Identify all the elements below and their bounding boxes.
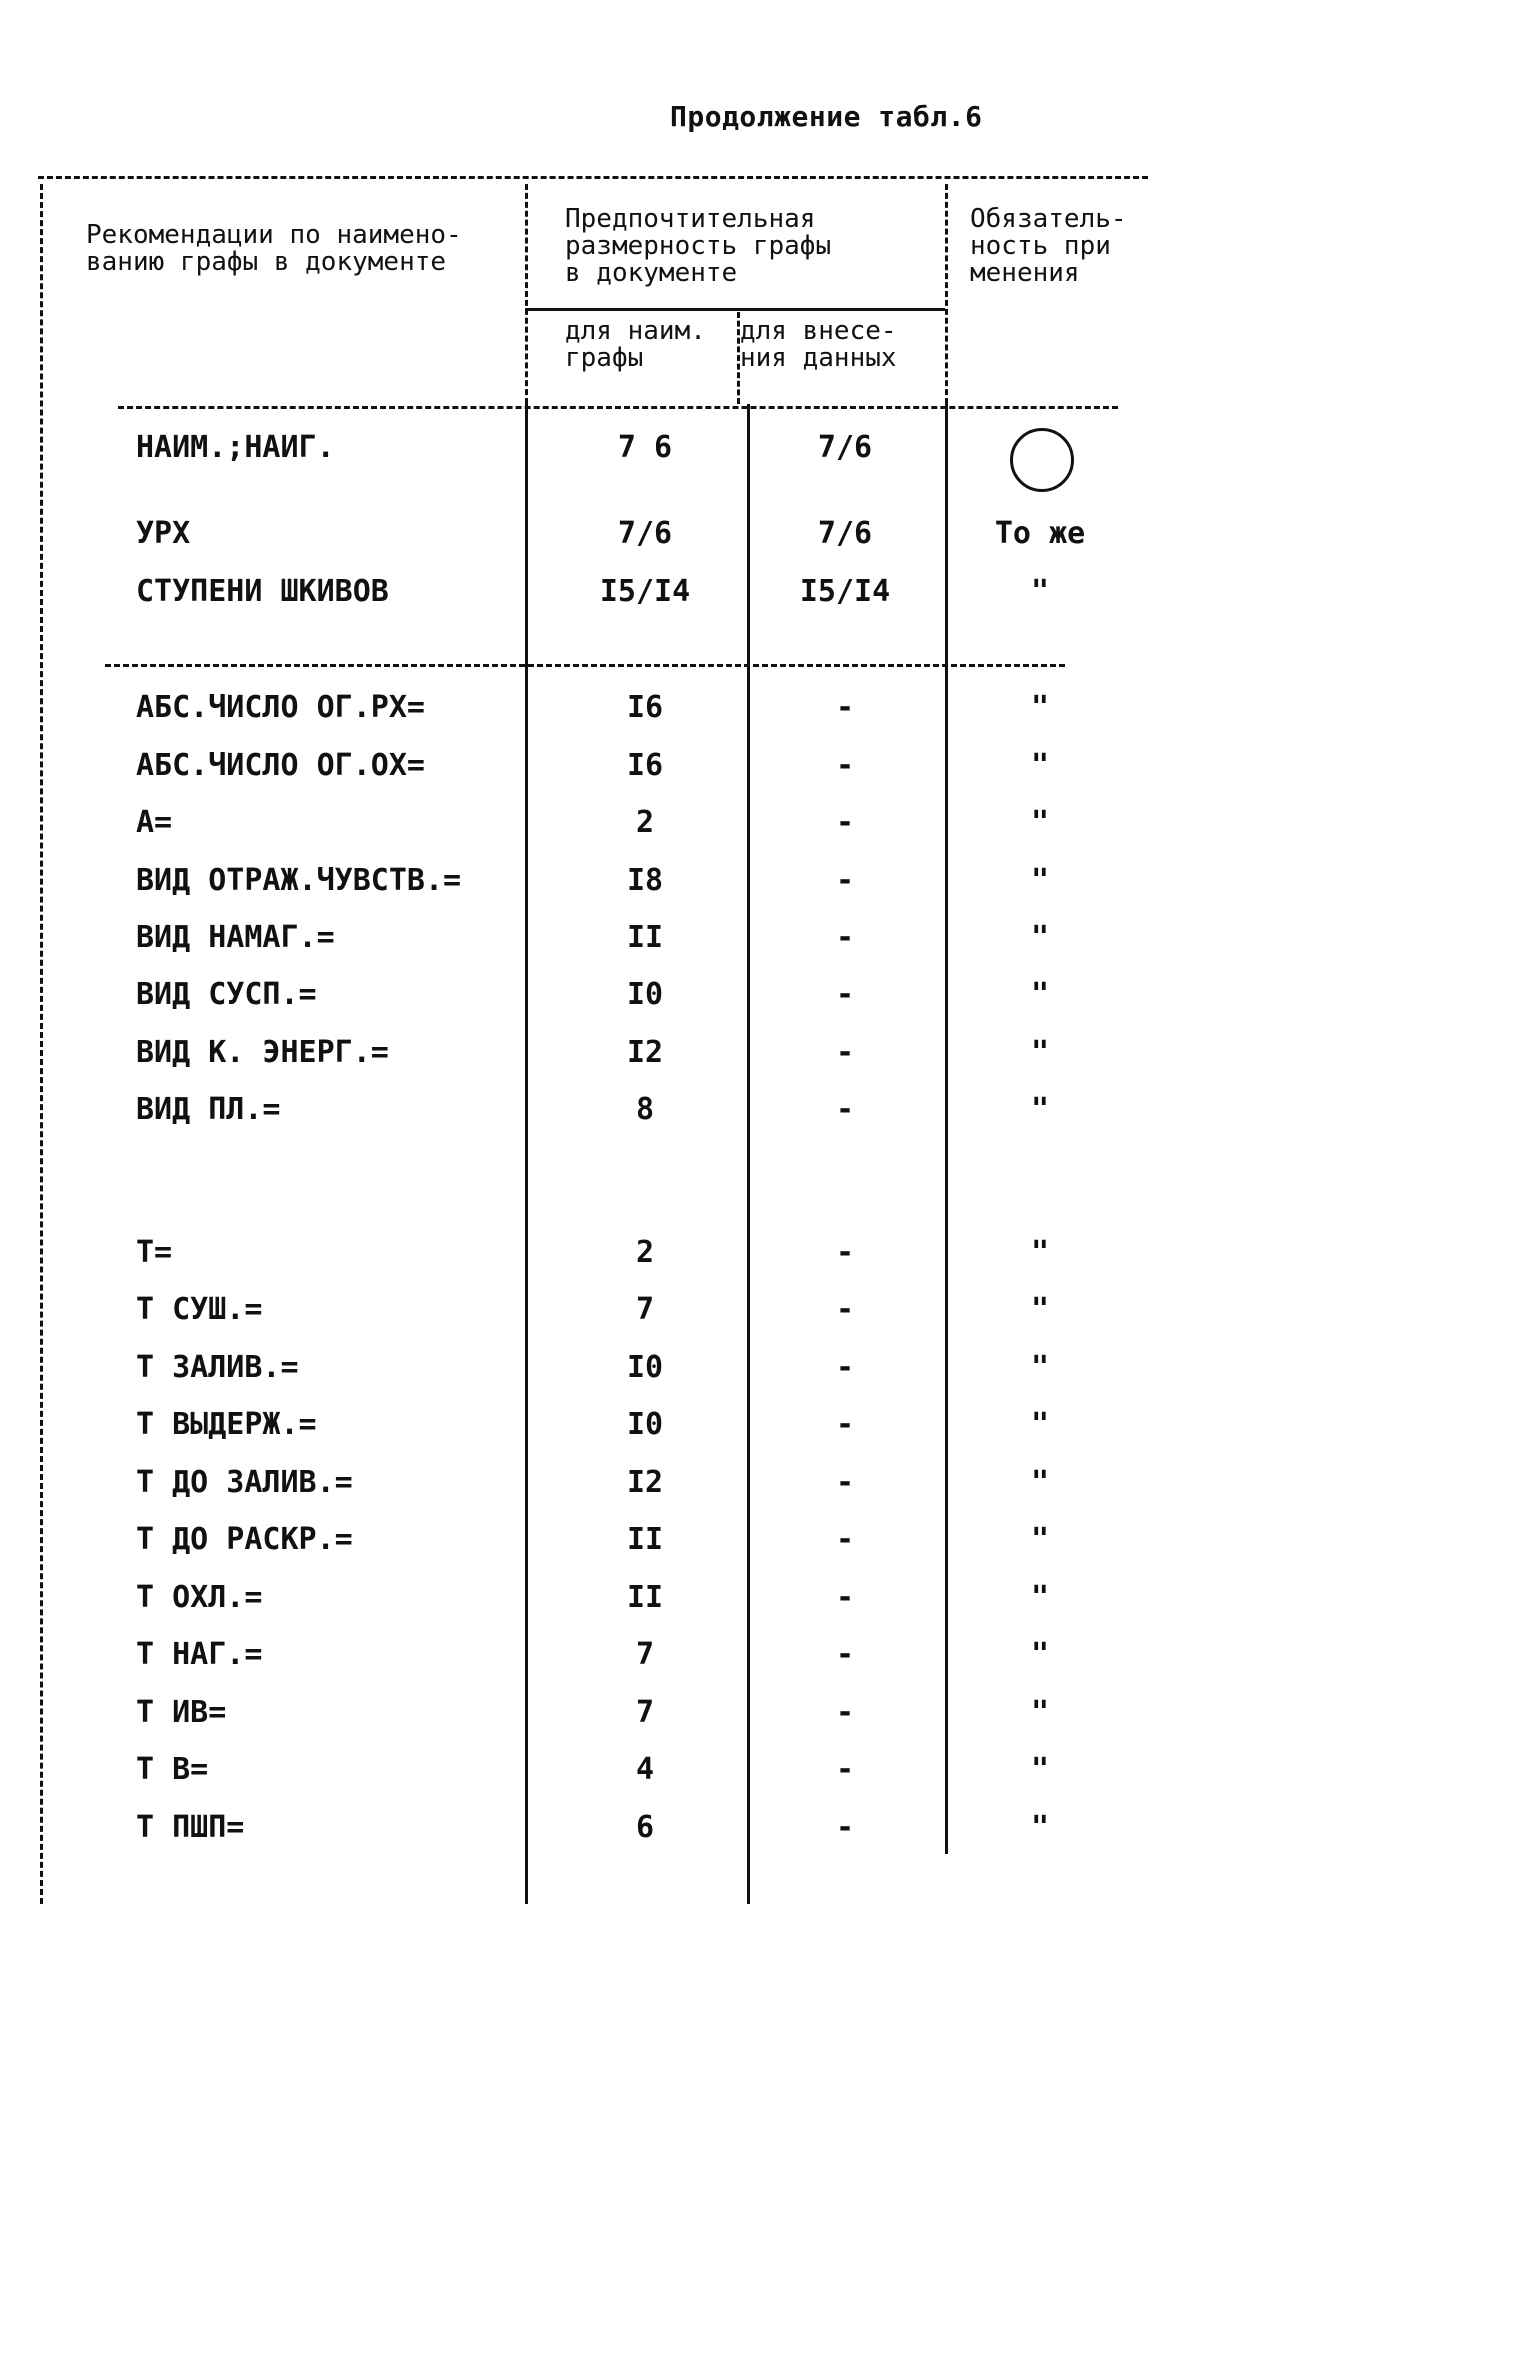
row-name: ВИД НАМАГ.= — [136, 920, 335, 955]
row-name-dim: I0 — [626, 1407, 664, 1442]
table-row — [0, 1350, 1532, 1400]
row-name-dim: 7 — [635, 1695, 655, 1730]
row-name: АБС.ЧИСЛО ОГ.ОХ= — [136, 748, 425, 783]
table-row — [0, 1465, 1532, 1515]
row-name: Т ОХЛ.= — [136, 1580, 263, 1615]
row-name-dim: I2 — [626, 1035, 664, 1070]
row-name-dim: I5/I4 — [599, 574, 691, 609]
row-data-dim: - — [835, 863, 855, 898]
row-mandatory: " — [1030, 1350, 1050, 1385]
table-row — [0, 1092, 1532, 1142]
row-data-dim: - — [835, 1522, 855, 1557]
row-data-dim: - — [835, 1292, 855, 1327]
row-name: Т ЗАЛИВ.= — [136, 1350, 299, 1385]
row-name-dim: I6 — [626, 748, 664, 783]
row-mandatory: " — [1030, 1235, 1050, 1270]
row-name-dim: 8 — [635, 1092, 655, 1127]
header-bottom-rule — [118, 406, 1118, 409]
row-data-dim: - — [835, 1235, 855, 1270]
row-name: Т ВЫДЕРЖ.= — [136, 1407, 317, 1442]
row-mandatory: " — [1030, 1637, 1050, 1672]
row-name: Т В= — [136, 1752, 209, 1787]
row-mandatory: " — [1030, 1092, 1050, 1127]
row-mandatory: " — [1030, 920, 1050, 955]
group-separator-rule — [105, 664, 1065, 667]
row-name: ВИД СУСП.= — [136, 977, 317, 1012]
row-data-dim: - — [835, 1637, 855, 1672]
table-row — [0, 430, 1532, 480]
table-row — [0, 1580, 1532, 1630]
row-mandatory: " — [1030, 1407, 1050, 1442]
table-top-rule — [38, 176, 1148, 179]
row-name-dim: 7/6 — [617, 516, 673, 551]
table-caption: Продолжение табл.6 — [670, 100, 983, 133]
row-mandatory: " — [1030, 1810, 1050, 1845]
row-mandatory: " — [1030, 805, 1050, 840]
row-mandatory: " — [1030, 1292, 1050, 1327]
table-row — [0, 1407, 1532, 1457]
row-data-dim: 7/6 — [817, 516, 873, 551]
row-data-dim: - — [835, 977, 855, 1012]
row-mandatory: " — [1030, 1752, 1050, 1787]
header-for-data: для внесе- ния данных — [740, 316, 897, 373]
row-mandatory: " — [1030, 977, 1050, 1012]
row-mandatory: " — [1030, 1695, 1050, 1730]
table-row — [0, 516, 1532, 566]
row-mandatory: " — [1030, 748, 1050, 783]
row-name-dim: I2 — [626, 1465, 664, 1500]
header-column-divider-1 — [525, 184, 528, 404]
row-name: УРХ — [136, 516, 191, 551]
header-recommendations: Рекомендации по наимено- ванию графы в документе — [86, 220, 462, 277]
row-name-dim: 4 — [635, 1752, 655, 1787]
row-name: Т ДО ЗАЛИВ.= — [136, 1465, 353, 1500]
row-name-dim: I0 — [626, 977, 664, 1012]
table-row — [0, 690, 1532, 740]
row-data-dim: - — [835, 1350, 855, 1385]
row-name-dim: II — [626, 920, 664, 955]
header-column-divider-3 — [945, 184, 948, 404]
table-row — [0, 1752, 1532, 1802]
row-mandatory: " — [1030, 863, 1050, 898]
row-data-dim: - — [835, 1695, 855, 1730]
header-for-name: для наим. графы — [565, 316, 706, 373]
row-name: Т НАГ.= — [136, 1637, 263, 1672]
table-row — [0, 805, 1532, 855]
table-row — [0, 863, 1532, 913]
row-data-dim: - — [835, 1465, 855, 1500]
header-mandatory: Обязатель- ность при менения — [970, 204, 1127, 288]
table-row — [0, 1035, 1532, 1085]
row-data-dim: 7/6 — [817, 430, 873, 465]
table-row — [0, 574, 1532, 624]
row-data-dim: - — [835, 805, 855, 840]
row-name-dim: 7 6 — [617, 430, 673, 465]
row-name-dim: II — [626, 1580, 664, 1615]
row-mandatory: То же — [994, 516, 1086, 551]
row-name-dim: 6 — [635, 1810, 655, 1845]
row-data-dim: I5/I4 — [799, 574, 891, 609]
row-mandatory: " — [1030, 690, 1050, 725]
row-name: А= — [136, 805, 173, 840]
row-data-dim: - — [835, 920, 855, 955]
row-name: Т ПШП= — [136, 1810, 245, 1845]
row-name-dim: I8 — [626, 863, 664, 898]
row-name: НАИМ.;НАИГ. — [136, 430, 335, 465]
row-name-dim: 7 — [635, 1292, 655, 1327]
row-data-dim: - — [835, 1580, 855, 1615]
table-row — [0, 748, 1532, 798]
table-row — [0, 1522, 1532, 1572]
header-preferred-dimension: Предпочтительная размерность графы в документе — [565, 204, 832, 288]
row-mandatory: " — [1030, 1522, 1050, 1557]
table-row — [0, 920, 1532, 970]
row-data-dim: - — [835, 1810, 855, 1845]
row-name: Т ИВ= — [136, 1695, 227, 1730]
row-name-dim: I0 — [626, 1350, 664, 1385]
row-mandatory: " — [1030, 1580, 1050, 1615]
row-mandatory: " — [1030, 1035, 1050, 1070]
table-row — [0, 1695, 1532, 1745]
row-name-dim: 2 — [635, 1235, 655, 1270]
row-name: ВИД ОТРАЖ.ЧУВСТВ.= — [136, 863, 462, 898]
row-name: СТУПЕНИ ШКИВОВ — [136, 574, 389, 609]
row-mandatory: " — [1030, 574, 1050, 609]
row-name: Т ДО РАСКР.= — [136, 1522, 353, 1557]
row-name-dim: 7 — [635, 1637, 655, 1672]
row-name: ВИД ПЛ.= — [136, 1092, 281, 1127]
row-data-dim: - — [835, 1752, 855, 1787]
row-name-dim: 2 — [635, 805, 655, 840]
row-data-dim: - — [835, 1092, 855, 1127]
table-row — [0, 1292, 1532, 1342]
table-row — [0, 977, 1532, 1027]
table-row — [0, 1637, 1532, 1687]
row-name: ВИД К. ЭНЕРГ.= — [136, 1035, 389, 1070]
row-data-dim: - — [835, 748, 855, 783]
row-name-dim: II — [626, 1522, 664, 1557]
row-name: АБС.ЧИСЛО ОГ.РХ= — [136, 690, 425, 725]
row-name-dim: I6 — [626, 690, 664, 725]
row-data-dim: - — [835, 1035, 855, 1070]
row-name: Т СУШ.= — [136, 1292, 263, 1327]
table-row — [0, 1810, 1532, 1860]
row-mandatory: " — [1030, 1465, 1050, 1500]
row-data-dim: - — [835, 690, 855, 725]
table-row — [0, 1235, 1532, 1285]
row-data-dim: - — [835, 1407, 855, 1442]
header-subdivider-rule — [525, 308, 945, 311]
row-name: Т= — [136, 1235, 173, 1270]
